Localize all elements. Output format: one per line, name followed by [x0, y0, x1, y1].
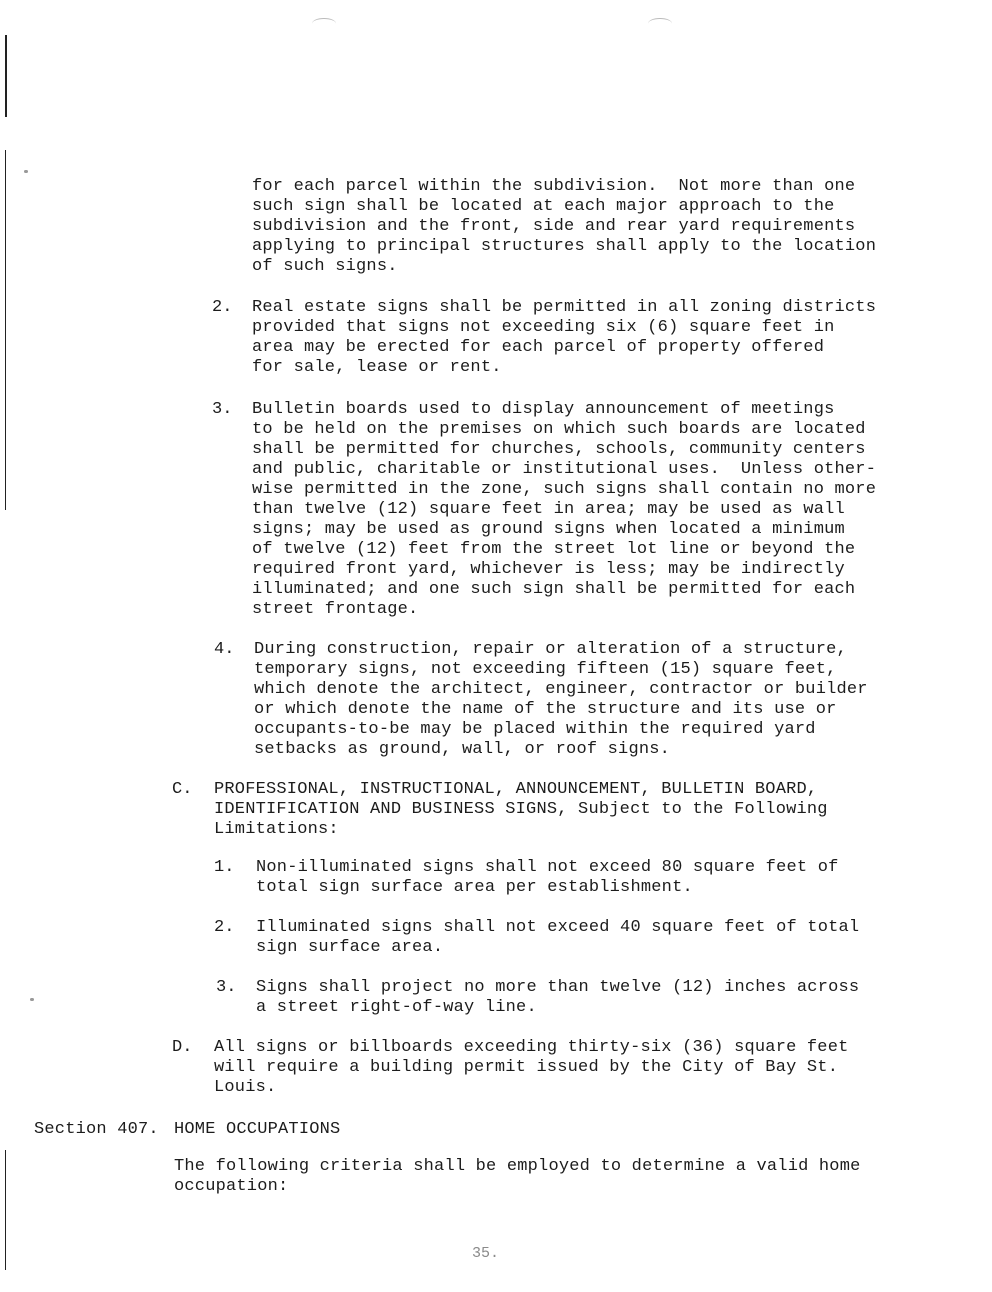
section-c-heading: PROFESSIONAL, INSTRUCTIONAL, ANNOUNCEMENT, BULLETIN BOARD, IDENTIFICATION AND BUSINESS SIGNS, Subject to the Following Limitations: — [214, 780, 828, 839]
item-number: 3. — [212, 400, 233, 419]
section-letter: D. — [172, 1038, 193, 1057]
item-text-construction-signs: During construction, repair or alteration of a structure, temporary signs, not exceeding fifteen (15) square feet, which denote the architect, engineer, contractor or builder or which denote the name of the structure and its use or occupants-to-be may be placed within the required yard setbacks as ground, wall, or roof signs. — [254, 640, 868, 759]
section-intro: The following criteria shall be employed to determine a valid home occupation: — [174, 1157, 861, 1196]
punch-hole-mark — [648, 18, 672, 29]
item-text-non-illuminated: Non-illuminated signs shall not exceed 80 square feet of total sign surface area per establishment. — [256, 858, 839, 897]
scan-edge-mark — [5, 35, 7, 117]
section-label: Section 407. — [34, 1120, 159, 1139]
scan-speck — [30, 998, 34, 1001]
item-number: 3. — [216, 978, 237, 997]
scan-edge-mark — [5, 1150, 6, 1270]
item-text-projection: Signs shall project no more than twelve (12) inches across a street right-of-way line. — [256, 978, 860, 1017]
section-title: HOME OCCUPATIONS — [174, 1120, 341, 1139]
section-letter: C. — [172, 780, 193, 799]
punch-hole-mark — [312, 18, 336, 29]
item-text-bulletin-boards: Bulletin boards used to display announcement of meetings to be held on the premises on which such boards are located shall be permitted for churches, schools, community centers and public, charitable or institutional uses. Unless other- wise permitted in the zone, such signs shall contain no more than twelve (12) square feet in area; may be used as wall signs; may be used as ground signs when located a minimum of twelve (12) feet from the street lot line or beyond the required front yard, whichever is less; may be indirectly illuminated; and one such sign shall be permitted for each street frontage. — [252, 400, 877, 619]
item-text-real-estate: Real estate signs shall be permitted in all zoning districts provided that signs not exceeding six (6) square feet in area may be erected for each parcel of property offered for sale, lease or rent. — [252, 298, 877, 377]
section-d-text: All signs or billboards exceeding thirty-six (36) square feet will require a building permit issued by the City of Bay St. Louis. — [214, 1038, 849, 1097]
continued-paragraph: for each parcel within the subdivision. Not more than one such sign shall be located at each major approach to the subdivision and the front, side and rear yard requirements applying to principal structures shall apply to the location of such signs. — [252, 177, 877, 276]
scan-speck — [24, 170, 28, 173]
item-number: 4. — [214, 640, 235, 659]
item-number: 1. — [214, 858, 235, 877]
scan-edge-mark — [5, 150, 6, 510]
page-number: 35. — [472, 1245, 500, 1262]
item-number: 2. — [214, 918, 235, 937]
item-text-illuminated: Illuminated signs shall not exceed 40 square feet of total sign surface area. — [256, 918, 860, 957]
item-number: 2. — [212, 298, 233, 317]
